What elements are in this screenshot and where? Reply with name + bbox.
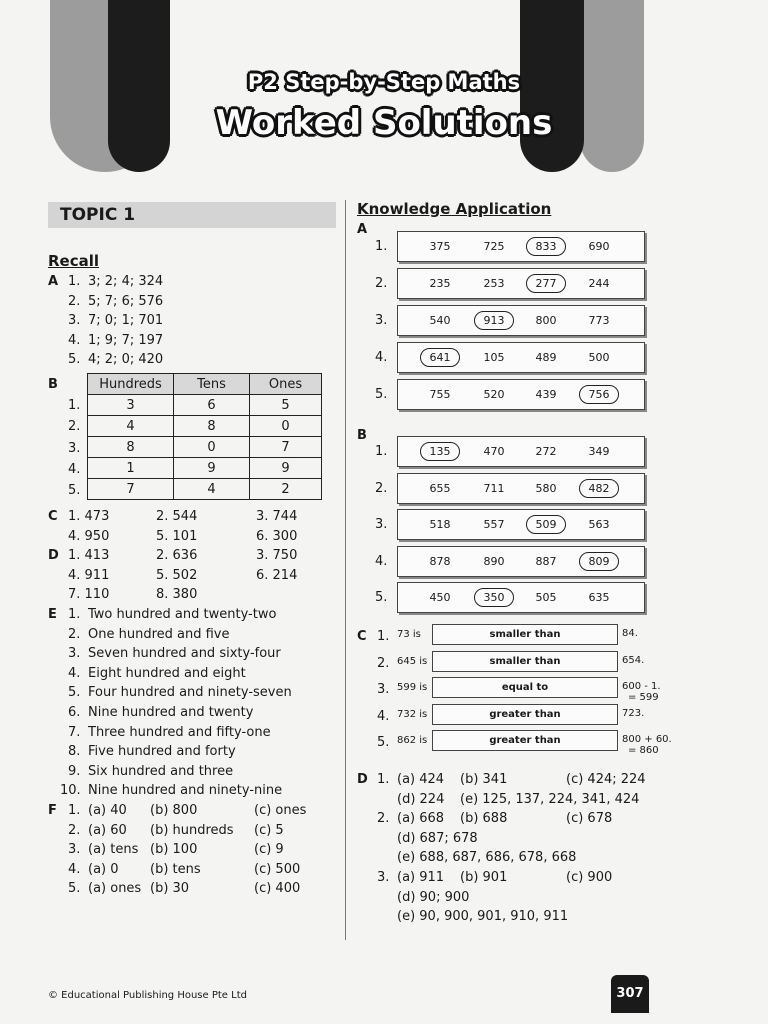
number: 755 — [429, 388, 451, 401]
item-number: 1. — [377, 772, 390, 787]
col-ones: Ones — [250, 374, 322, 395]
answer-text: (b) 30 — [150, 881, 190, 897]
number: 518 — [429, 518, 451, 531]
answer-text: (e) 688, 687, 686, 678, 668 — [397, 850, 577, 866]
table-cell: 2 — [250, 479, 322, 500]
number: 235 — [429, 277, 451, 290]
book-title: P2 Step-by-Step Maths — [247, 70, 521, 94]
answer-text: Four hundred and ninety-seven — [88, 685, 292, 701]
answer-text: 5; 7; 6; 576 — [88, 293, 164, 309]
number-row-box — [397, 342, 645, 373]
answer-text: 1. 413 — [68, 548, 110, 563]
comparison-working: = 860 — [628, 745, 659, 756]
number: 800 — [535, 314, 557, 327]
answer-text: 5. 101 — [156, 528, 198, 544]
answer-text: 3. 750 — [256, 548, 298, 563]
number: 711 — [483, 481, 505, 495]
section-letter-c: C — [357, 629, 367, 644]
number-row-box — [397, 231, 645, 262]
number: 439 — [535, 388, 557, 401]
answer-text: (c) 5 — [254, 822, 284, 838]
number: 887 — [535, 554, 557, 568]
item-number: 2. — [377, 811, 390, 827]
answer-text: (a) 60 — [88, 822, 127, 838]
comparison-right: 723. — [622, 707, 645, 719]
item-number: 2. — [68, 822, 81, 838]
comparison-right: 654. — [622, 654, 645, 666]
comparison-answer-box: smaller than — [432, 624, 618, 645]
number-row-box — [397, 546, 645, 577]
answer-text: Eight hundred and eight — [88, 665, 246, 681]
answer-text: 2. 636 — [156, 548, 198, 563]
table-row — [88, 479, 322, 500]
item-number: 2. — [377, 655, 390, 671]
answer-text: (a) ones — [88, 881, 142, 897]
table-row — [88, 395, 322, 416]
table-cell: 0 — [250, 416, 322, 437]
section-letter-c: C — [48, 509, 58, 524]
answer-text: (d) 687; 678 — [397, 830, 478, 846]
comparison-answer-box: smaller than — [432, 651, 618, 672]
recall-heading: Recall — [48, 252, 100, 270]
table-cell: 7 — [250, 437, 322, 458]
answer-text: 3; 2; 4; 324 — [88, 274, 164, 289]
place-value-table — [87, 373, 322, 500]
item-number: 5. — [375, 387, 388, 402]
item-number: 2. — [68, 626, 81, 642]
answer-text: Three hundred and fifty-one — [88, 724, 271, 740]
item-number: 6. — [68, 705, 81, 720]
answer-text: (a) 911 — [397, 870, 445, 885]
table-row-number: 1. — [68, 398, 81, 413]
item-number: 1. — [68, 803, 81, 818]
table-cell: 7 — [88, 479, 174, 500]
answer-text: 7; 0; 1; 701 — [88, 313, 164, 329]
number: 470 — [483, 445, 505, 458]
answer-text: (b) 341 — [460, 772, 508, 787]
number: 773 — [588, 314, 610, 327]
answer-text: 1. 473 — [68, 509, 110, 524]
item-number: 5. — [68, 352, 81, 368]
item-number: 3. — [68, 646, 81, 662]
item-number: 5. — [375, 590, 388, 605]
number: 375 — [429, 240, 451, 253]
number: 540 — [429, 314, 451, 327]
table-cell: 9 — [174, 458, 250, 479]
item-number: 9. — [68, 763, 81, 779]
table-row-number: 3. — [68, 440, 81, 456]
table-row — [88, 458, 322, 479]
circled-number: 756 — [579, 385, 619, 404]
circled-number: 809 — [579, 552, 619, 571]
item-number: 3. — [375, 517, 388, 532]
number-row-box — [397, 305, 645, 336]
circled-number: 482 — [579, 479, 619, 498]
answer-text: (a) 40 — [88, 803, 127, 818]
answer-text: 6. 300 — [256, 528, 298, 544]
table-cell: 9 — [250, 458, 322, 479]
answer-text: Five hundred and forty — [88, 744, 236, 760]
section-letter-a: A — [48, 274, 59, 289]
circled-number: 135 — [420, 442, 460, 461]
circled-number: 350 — [474, 588, 514, 607]
page-number: 307 — [611, 975, 649, 1013]
comparison-answer-box: greater than — [432, 730, 618, 751]
item-number: 1. — [68, 274, 81, 289]
col-hundreds: Hundreds — [88, 374, 174, 395]
table-row-number: 4. — [68, 461, 81, 477]
item-number: 4. — [68, 665, 81, 681]
answer-text: 5. 502 — [156, 567, 198, 583]
comparison-right: 800 + 60. — [622, 734, 672, 745]
answer-text: (a) 424 — [397, 772, 445, 787]
comparison-left: 73 is — [397, 629, 421, 640]
answer-text: Two hundred and twenty-two — [88, 607, 277, 622]
table-row-number: 2. — [68, 419, 81, 435]
table-cell: 5 — [250, 395, 322, 416]
number: 725 — [483, 240, 505, 253]
answer-text: Nine hundred and ninety-nine — [88, 783, 283, 799]
answer-text: (a) tens — [88, 842, 139, 858]
number: 500 — [588, 351, 610, 364]
answer-text: (d) 224 — [397, 791, 445, 807]
answer-text: One hundred and five — [88, 626, 230, 642]
section-letter-f: F — [48, 803, 57, 818]
answer-text: (d) 90; 900 — [397, 889, 470, 905]
number: 655 — [429, 481, 451, 495]
number-row-box — [397, 582, 645, 613]
number-row-box — [397, 379, 645, 410]
answer-text: 8. 380 — [156, 587, 198, 603]
item-number: 4. — [375, 350, 388, 365]
table-cell: 8 — [88, 437, 174, 458]
answer-text: (b) 800 — [150, 803, 198, 818]
item-number: 5. — [68, 881, 81, 897]
number: 690 — [588, 240, 610, 253]
answer-text: 1; 9; 7; 197 — [88, 332, 164, 348]
item-number: 3. — [68, 313, 81, 329]
comparison-left: 732 is — [397, 708, 428, 720]
answer-text: 4. 911 — [68, 567, 110, 583]
number: 563 — [588, 518, 610, 531]
table-cell: 3 — [88, 395, 174, 416]
table-row-number: 5. — [68, 483, 81, 499]
item-number: 1. — [375, 444, 388, 459]
answer-text: 3. 744 — [256, 509, 298, 524]
number: 505 — [535, 591, 557, 604]
table-cell: 6 — [174, 395, 250, 416]
item-number: 3. — [68, 842, 81, 858]
topic-heading: TOPIC 1 — [48, 202, 336, 228]
answer-text: (c) 678 — [566, 811, 613, 827]
number: 890 — [483, 554, 505, 568]
answer-text: (b) 100 — [150, 842, 198, 858]
table-cell: 0 — [174, 437, 250, 458]
number: 450 — [429, 591, 451, 604]
number: 272 — [535, 445, 557, 458]
answer-text: 6. 214 — [256, 567, 298, 583]
item-number: 5. — [68, 685, 81, 701]
number: 349 — [588, 445, 610, 458]
answer-text: (c) ones — [254, 803, 307, 818]
answer-text: Seven hundred and sixty-four — [88, 646, 281, 662]
section-letter-e: E — [48, 607, 57, 622]
item-number: 4. — [68, 861, 81, 877]
copyright-text: © Educational Publishing House Pte Ltd — [48, 990, 247, 1001]
circled-number: 913 — [474, 311, 514, 330]
answer-text: (b) 901 — [460, 870, 508, 885]
number-row-box — [397, 268, 645, 299]
number-row-box — [397, 436, 645, 467]
answer-text: Nine hundred and twenty — [88, 705, 254, 720]
column-divider — [345, 200, 346, 940]
comparison-answer-box: greater than — [432, 704, 618, 725]
item-number: 10. — [60, 783, 81, 799]
table-row — [88, 416, 322, 437]
comparison-left: 599 is — [397, 682, 428, 693]
comparison-right: 84. — [622, 628, 638, 639]
answer-text: 7. 110 — [68, 587, 110, 603]
item-number: 2. — [375, 276, 388, 291]
item-number: 4. — [377, 708, 390, 724]
item-number: 3. — [377, 682, 390, 697]
number-row-box — [397, 473, 645, 504]
answer-text: 4; 2; 0; 420 — [88, 352, 164, 368]
number: 489 — [535, 351, 557, 364]
number: 520 — [483, 388, 505, 401]
table-row — [88, 437, 322, 458]
item-number: 7. — [68, 724, 81, 740]
circled-number: 509 — [526, 515, 566, 534]
circled-number: 833 — [526, 237, 566, 256]
circled-number: 277 — [526, 274, 566, 293]
number: 105 — [483, 351, 505, 364]
answer-text: (c) 424; 224 — [566, 772, 646, 787]
table-cell: 4 — [174, 479, 250, 500]
answer-text: Six hundred and three — [88, 763, 234, 779]
section-letter-d: D — [357, 772, 368, 787]
answer-text: (e) 125, 137, 224, 341, 424 — [460, 791, 640, 807]
answer-text: (c) 500 — [254, 861, 301, 877]
item-number: 1. — [68, 607, 81, 622]
number: 878 — [429, 554, 451, 568]
answer-text: (b) tens — [150, 861, 201, 877]
item-number: 1. — [377, 629, 390, 644]
answer-text: (e) 90, 900, 901, 910, 911 — [397, 909, 569, 925]
table-cell: 8 — [174, 416, 250, 437]
section-letter-b: B — [357, 428, 367, 443]
comparison-working: = 599 — [628, 692, 659, 703]
answer-text: (b) 688 — [460, 811, 508, 827]
comparison-right: 600 - 1. — [622, 681, 661, 692]
section-letter-b: B — [48, 377, 58, 392]
answer-text: 4. 950 — [68, 528, 110, 544]
table-cell: 1 — [88, 458, 174, 479]
number: 580 — [535, 481, 557, 495]
item-number: 3. — [375, 313, 388, 328]
knowledge-application-heading: Knowledge Application — [357, 200, 552, 218]
answer-text: (c) 400 — [254, 881, 301, 897]
item-number: 1. — [375, 239, 388, 254]
answer-text: (a) 668 — [397, 811, 445, 827]
answer-text: (b) hundreds — [150, 822, 234, 838]
table-cell: 4 — [88, 416, 174, 437]
item-number: 2. — [375, 480, 388, 496]
comparison-answer-box: equal to — [432, 677, 618, 698]
comparison-left: 862 is — [397, 735, 428, 746]
number: 635 — [588, 591, 610, 604]
item-number: 2. — [68, 293, 81, 309]
col-tens: Tens — [174, 374, 250, 395]
answer-text: 2. 544 — [156, 509, 198, 524]
number: 557 — [483, 518, 505, 531]
item-number: 4. — [375, 553, 388, 569]
item-number: 5. — [377, 735, 390, 750]
section-letter-d: D — [48, 548, 59, 563]
comparison-left: 645 is — [397, 655, 428, 667]
answer-text: (c) 900 — [566, 870, 613, 885]
number: 253 — [483, 277, 505, 290]
number: 244 — [588, 277, 610, 290]
item-number: 3. — [377, 870, 390, 885]
book-subtitle: Worked Solutions — [215, 103, 553, 143]
section-letter-a: A — [357, 222, 368, 237]
number-row-box — [397, 509, 645, 540]
answer-text: (a) 0 — [88, 861, 119, 877]
item-number: 8. — [68, 744, 81, 760]
answer-text: (c) 9 — [254, 842, 284, 858]
circled-number: 641 — [420, 348, 460, 367]
item-number: 4. — [68, 332, 81, 348]
